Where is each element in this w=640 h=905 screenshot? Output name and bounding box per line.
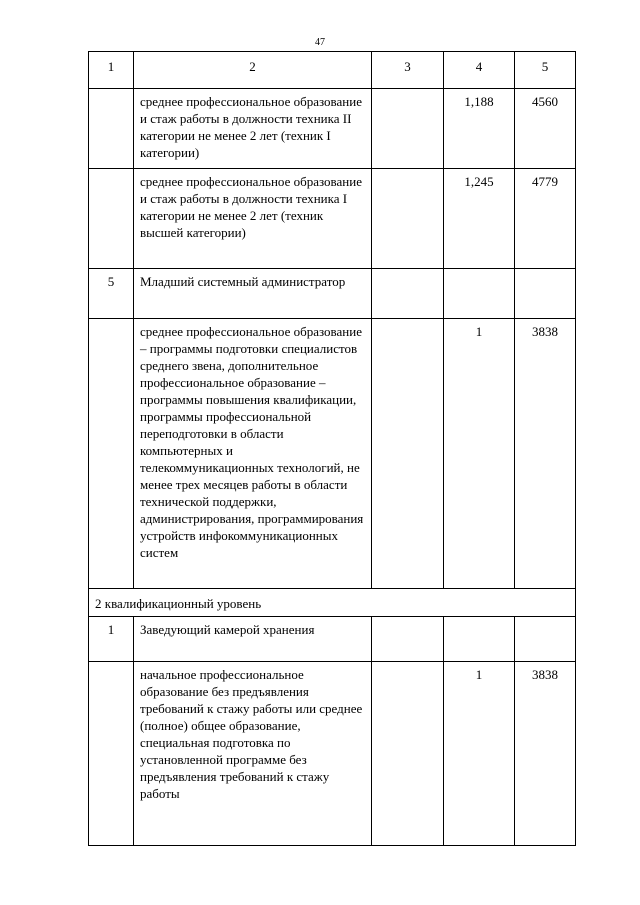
table-row	[89, 269, 576, 319]
empty-cell	[372, 662, 444, 846]
row-number-cell	[89, 319, 134, 589]
position-title-cell: Заведующий камерой хранения	[134, 617, 372, 662]
coefficient-cell: 1,188	[444, 89, 515, 169]
salary-table	[88, 51, 576, 846]
header-cell: 1	[89, 52, 134, 89]
empty-cell	[372, 269, 444, 319]
salary-cell	[515, 269, 576, 319]
salary-cell	[515, 617, 576, 662]
row-number-cell	[89, 169, 134, 269]
coefficient-cell: 1	[444, 662, 515, 846]
requirements-cell: среднее профессиональное образование и стаж работы в должности техника I категории не менее 2 лет (техник высшей категории)	[134, 169, 372, 269]
salary-cell: 3838	[515, 319, 576, 589]
requirements-cell: среднее профессиональное образование – программы подготовки специалистов среднего звена, дополнительное профессиональное образование – программы повышения квалификации, программы профессиональной переподготовки в области компьютерных и телекоммуникационных технологий, не менее трех месяцев работы в области технической поддержки, администрирования, программирования устройств инфокоммуникационных систем	[134, 319, 372, 589]
header-cell: 2	[134, 52, 372, 89]
header-cell: 5	[515, 52, 576, 89]
row-number-cell	[89, 662, 134, 846]
requirements-cell: начальное профессиональное образование без предъявления требований к стажу работы или среднее (полное) общее образование, специальная подготовка по установленной программе без предъявления требований к стажу работы	[134, 662, 372, 846]
table-row	[89, 617, 576, 662]
coefficient-cell	[444, 617, 515, 662]
coefficient-cell: 1,245	[444, 169, 515, 269]
salary-cell: 4560	[515, 89, 576, 169]
salary-cell: 3838	[515, 662, 576, 846]
row-number-cell: 1	[89, 617, 134, 662]
header-cell: 4	[444, 52, 515, 89]
empty-cell	[372, 319, 444, 589]
table-row	[89, 89, 576, 169]
table-row	[89, 319, 576, 589]
qualification-level-cell: 2 квалификационный уровень	[89, 589, 576, 617]
qualification-level-row	[89, 589, 576, 617]
coefficient-cell: 1	[444, 319, 515, 589]
empty-cell	[372, 169, 444, 269]
table-header-row	[89, 52, 576, 89]
coefficient-cell	[444, 269, 515, 319]
table-row	[89, 662, 576, 846]
row-number-cell	[89, 89, 134, 169]
salary-cell: 4779	[515, 169, 576, 269]
table-row	[89, 169, 576, 269]
empty-cell	[372, 89, 444, 169]
empty-cell	[372, 617, 444, 662]
header-cell: 3	[372, 52, 444, 89]
page-number: 47	[315, 37, 325, 48]
row-number-cell: 5	[89, 269, 134, 319]
requirements-cell: среднее профессиональное образование и стаж работы в должности техника II категории не менее 2 лет (техник I категории)	[134, 89, 372, 169]
position-title-cell: Младший системный администратор	[134, 269, 372, 319]
